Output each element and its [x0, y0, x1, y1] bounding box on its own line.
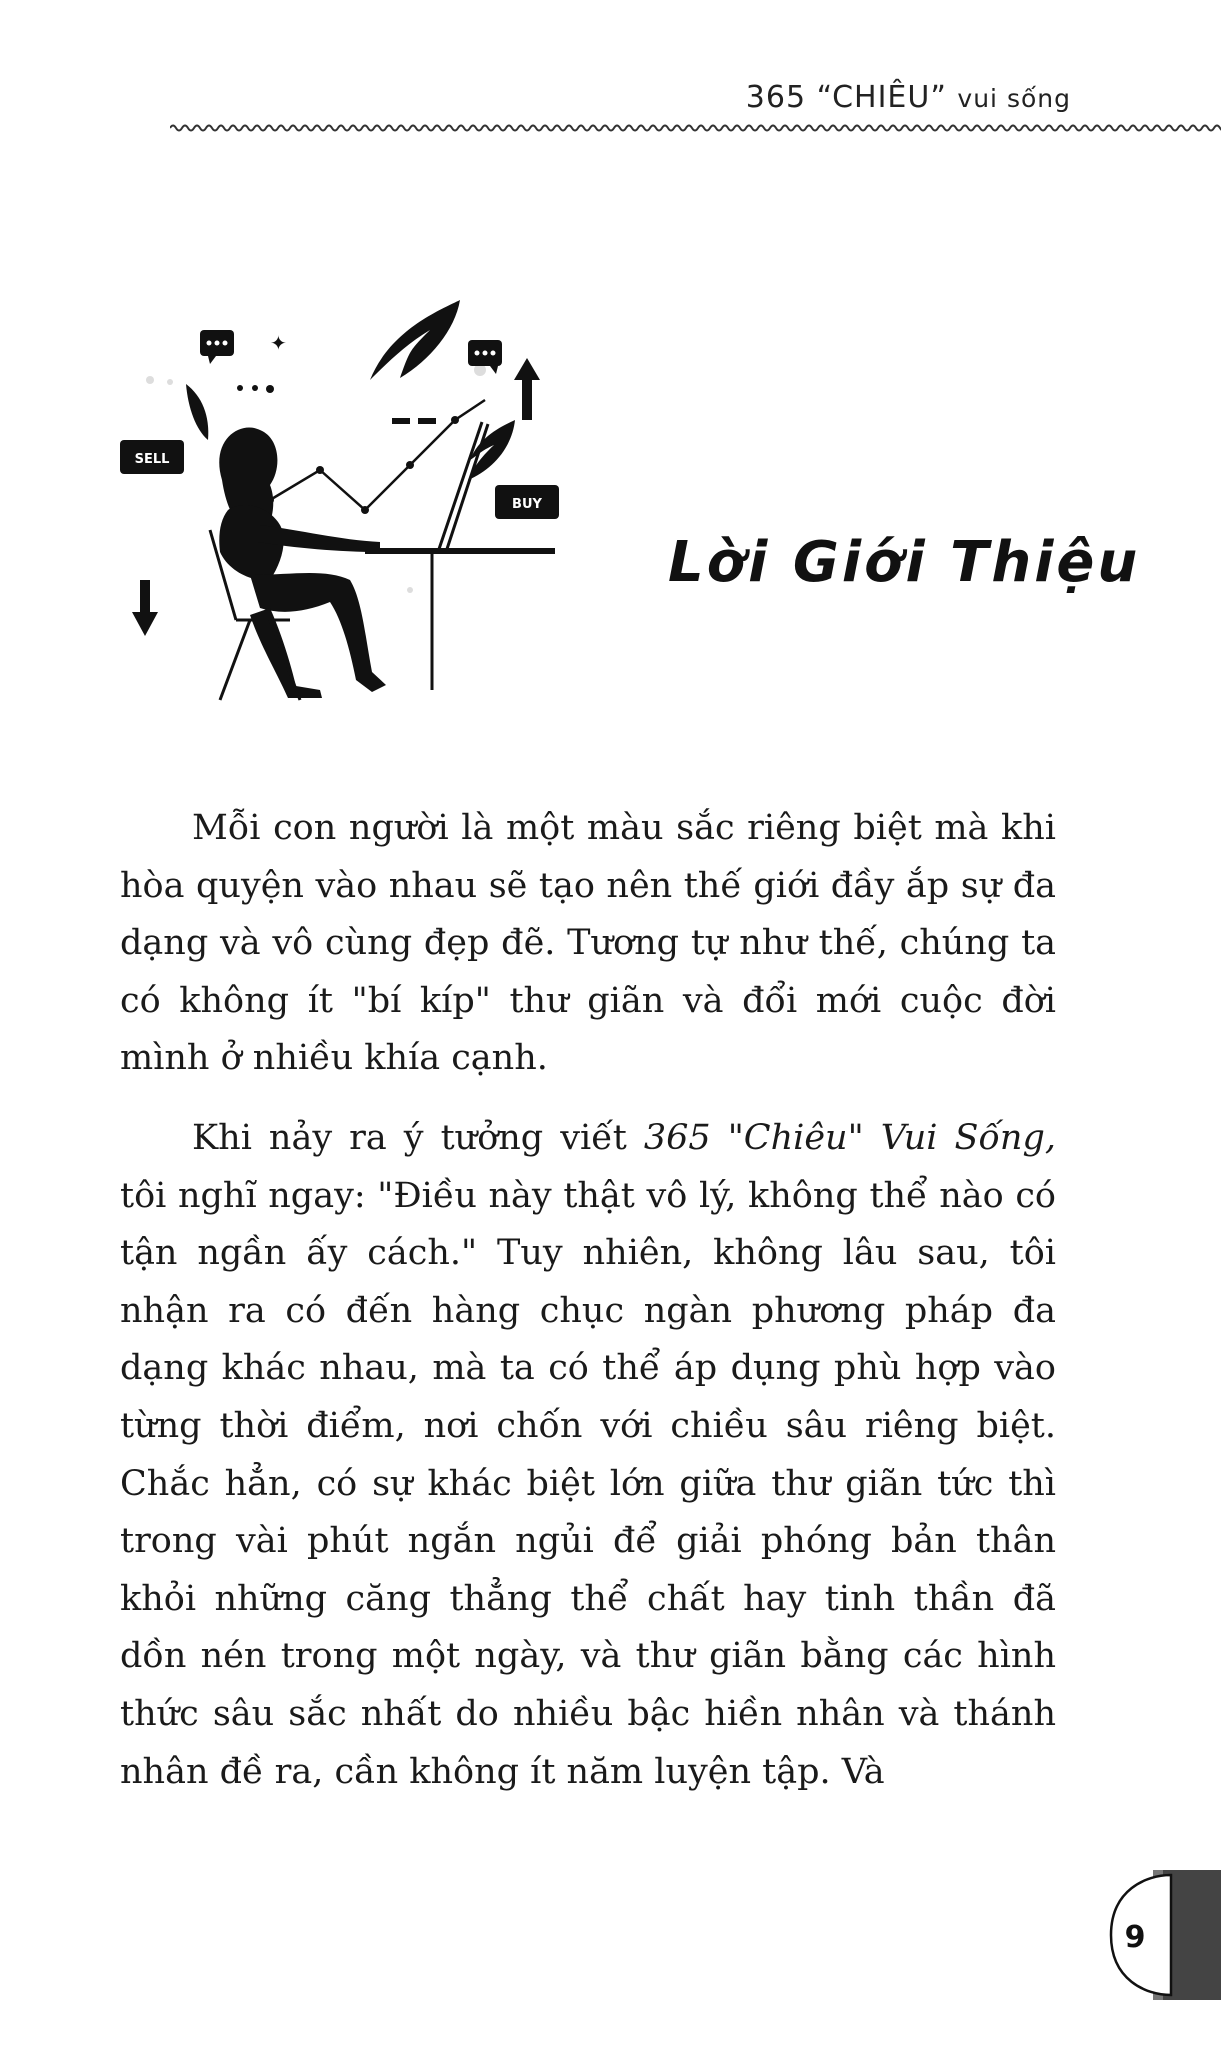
buy-tag — [495, 485, 559, 519]
sell-tag — [120, 440, 184, 474]
paragraph: Mỗi con người là một màu sắc riêng biệt mà khi hòa quyện vào nhau sẽ tạo nên thế giới đầy ắp sự đa dạng và vô cùng đẹp đẽ. Tương tự như thế, chúng ta có không ít "bí kíp" thư giãn và đổi mới cuộc đời mình ở nhiều khía cạnh. — [120, 808, 1056, 1079]
woman-trading-at-computer-illustration — [110, 290, 570, 710]
dash-mark — [392, 418, 410, 424]
page-number: 9 — [1124, 1920, 1146, 1955]
book-title: 365 "Chiêu" Vui Sống, — [643, 1117, 1056, 1158]
sparkle-icon: ✦ — [270, 331, 287, 355]
computer-monitor — [438, 422, 488, 552]
up-arrow-icon — [514, 358, 540, 420]
running-title-tail: vui sống — [957, 84, 1071, 113]
running-title-main: 365 “CHIÊU” — [745, 80, 947, 115]
rising-trend-line — [270, 400, 485, 510]
chapter-title: Lời Giới Thiệu — [668, 530, 1141, 595]
running-head — [746, 80, 1071, 115]
woman-figure — [219, 427, 386, 698]
sell-label: SELL — [134, 452, 170, 467]
chat-bubble-icon — [200, 330, 234, 364]
body-text — [120, 800, 1056, 1823]
plant-leaf-icon — [370, 300, 460, 380]
wavy-rule-divider — [170, 120, 1221, 136]
leaf-icon — [186, 384, 208, 440]
buy-label: BUY — [512, 497, 542, 512]
desk — [365, 548, 555, 554]
paragraph-lead: Khi nảy ra ý tưởng viết — [192, 1117, 644, 1158]
paragraph — [120, 1110, 1056, 1801]
down-arrow-icon — [132, 580, 158, 636]
dots-decoration — [237, 385, 274, 393]
paragraph-rest: tôi nghĩ ngay: "Điều này thật vô lý, không thể nào có tận ngần ấy cách." Tuy nhiên, không lâu sau, tôi nhận ra có đến hàng chục ngàn phương pháp đa dạng khác nhau, mà ta có thể áp dụng phù hợp vào từng thời điểm, nơi chốn với chiều sâu riêng biệt. Chắc hẳn, có sự khác biệt lớn giữa thư giãn tức thì trong vài phút ngắn ngủi để giải phóng bản thân khỏi những căng thẳng thể chất hay tinh thần đã dồn nén trong một ngày, và thư giãn bằng các hình thức sâu sắc nhất do nhiều bậc hiền nhân và thánh nhân đề ra, cần không ít năm luyện tập. Và — [120, 1175, 1056, 1792]
trend-points — [266, 416, 459, 514]
dash-mark — [418, 418, 436, 424]
leaf-icon — [468, 420, 515, 480]
